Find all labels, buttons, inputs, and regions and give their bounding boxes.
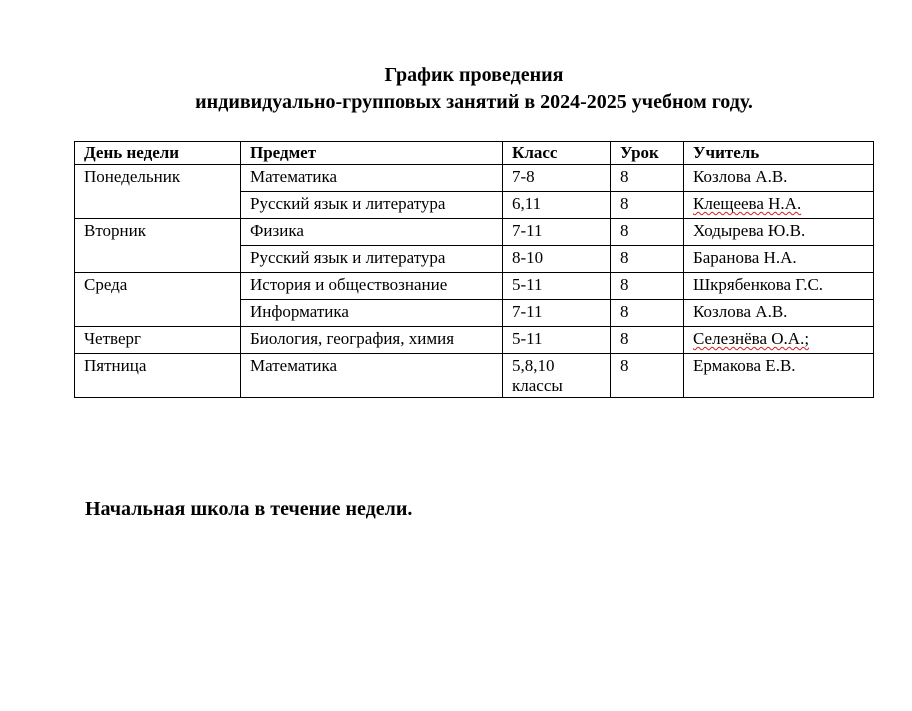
column-header-day: День недели (75, 142, 241, 165)
subject-cell: Русский язык и литература (241, 192, 503, 219)
subject-cell: Биология, география, химия (241, 327, 503, 354)
lesson-cell: 8 (611, 192, 684, 219)
teacher-cell: Козлова А.В. (684, 165, 874, 192)
day-cell: Пятница (75, 354, 241, 398)
subject-cell: Математика (241, 354, 503, 398)
column-header-teacher: Учитель (684, 142, 874, 165)
lesson-cell: 8 (611, 354, 684, 398)
teacher-cell: Ходырева Ю.В. (684, 219, 874, 246)
grade-cell: 7-11 (503, 300, 611, 327)
table-header-row (75, 142, 874, 165)
subject-cell: История и обществознание (241, 273, 503, 300)
table-row (75, 354, 874, 398)
grade-cell: 5-11 (503, 273, 611, 300)
table-row (75, 165, 874, 192)
day-cell: Вторник (75, 219, 241, 273)
schedule-table (74, 141, 874, 398)
lesson-cell: 8 (611, 219, 684, 246)
section-heading: Начальная школа в течение недели. (85, 498, 413, 520)
grade-cell: 5-11 (503, 327, 611, 354)
lesson-cell: 8 (611, 273, 684, 300)
lesson-cell: 8 (611, 246, 684, 273)
subject-cell: Информатика (241, 300, 503, 327)
lesson-cell: 8 (611, 300, 684, 327)
teacher-cell: Селезнёва О.А.; (684, 327, 874, 354)
table-row (75, 219, 874, 246)
lesson-cell: 8 (611, 327, 684, 354)
teacher-cell: Ермакова Е.В. (684, 354, 874, 398)
day-cell: Понедельник (75, 165, 241, 219)
grade-cell: 5,8,10 классы (503, 354, 611, 398)
document-title-line-2: индивидуально-групповых занятий в 2024-2025 учебном году. (195, 91, 753, 113)
grade-cell: 7-11 (503, 219, 611, 246)
day-cell: Четверг (75, 327, 241, 354)
subject-cell: Физика (241, 219, 503, 246)
table-row (75, 327, 874, 354)
grade-cell: 8-10 (503, 246, 611, 273)
column-header-lesson: Урок (611, 142, 684, 165)
grade-cell: 7-8 (503, 165, 611, 192)
teacher-cell: Баранова Н.А. (684, 246, 874, 273)
column-header-subject: Предмет (241, 142, 503, 165)
grade-cell: 6,11 (503, 192, 611, 219)
document-title-line-1: График проведения (384, 64, 564, 86)
teacher-cell: Клещеева Н.А. (684, 192, 874, 219)
day-cell: Среда (75, 273, 241, 327)
lesson-cell: 8 (611, 165, 684, 192)
teacher-cell: Шкрябенкова Г.С. (684, 273, 874, 300)
subject-cell: Математика (241, 165, 503, 192)
subject-cell: Русский язык и литература (241, 246, 503, 273)
column-header-grade: Класс (503, 142, 611, 165)
table-row (75, 273, 874, 300)
teacher-cell: Козлова А.В. (684, 300, 874, 327)
